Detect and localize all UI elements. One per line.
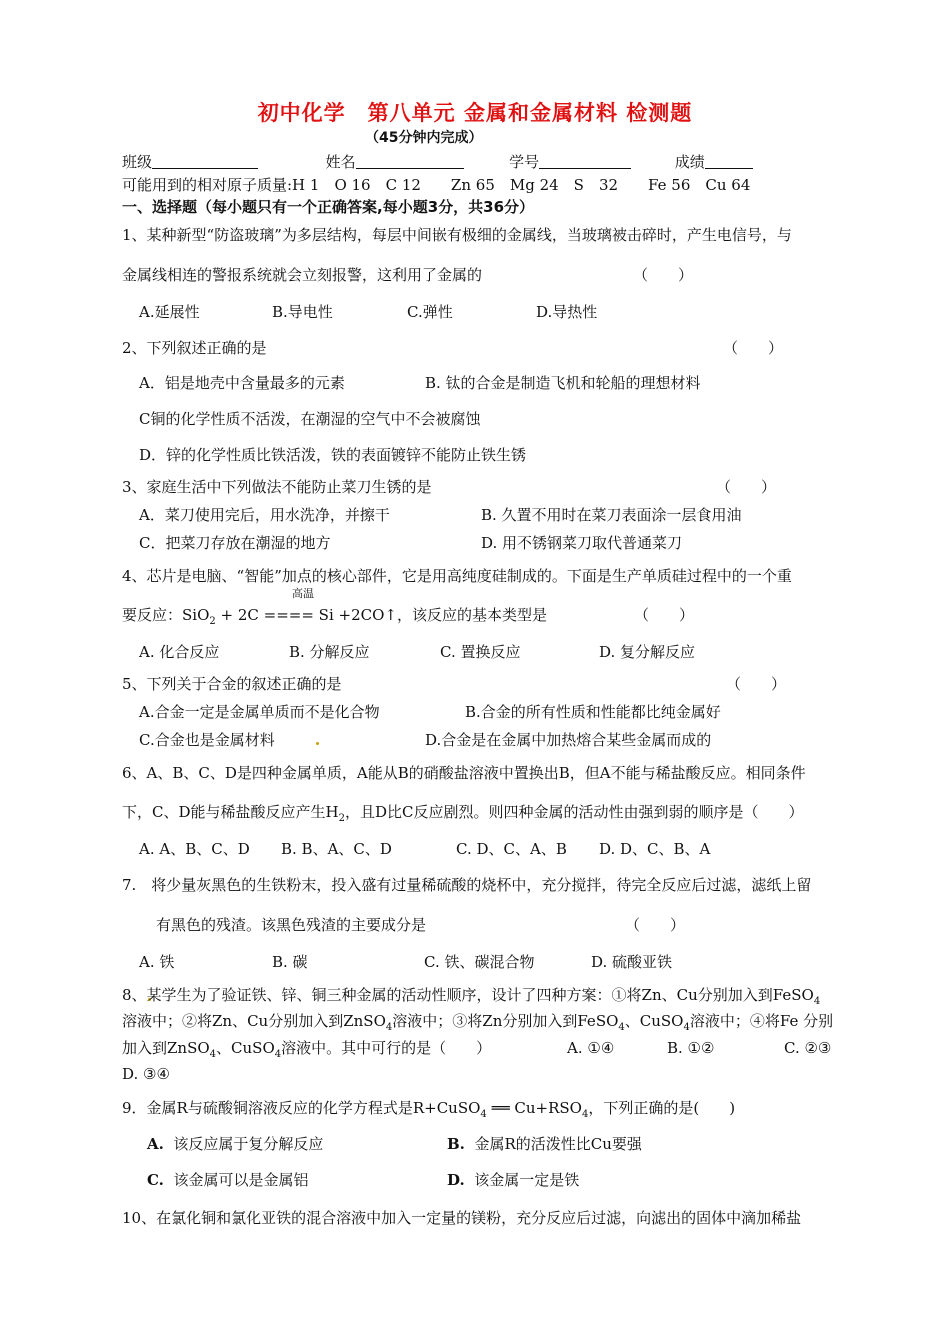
name-field[interactable] bbox=[356, 154, 464, 169]
q9-option-d[interactable]: D. 该金属一定是铁 bbox=[447, 1171, 580, 1189]
q5-stem: 5、下列关于合金的叙述正确的是 bbox=[122, 675, 342, 693]
q6-line1: 6、A、B、C、D是四种金属单质，A能从B的硝酸盐溶液中置换出B，但A不能与稀盐酸反应。相同条件 bbox=[122, 764, 806, 782]
score-label: 成绩 bbox=[674, 153, 705, 171]
q3-option-c[interactable]: C．把菜刀存放在潮湿的地方 bbox=[139, 534, 331, 552]
q8-option-b[interactable]: B. ①② bbox=[667, 1039, 715, 1057]
page-title: 初中化学 第八单元 金属和金属材料 检测题 bbox=[257, 101, 693, 125]
q6-option-b[interactable]: B. B、A、C、D bbox=[281, 840, 392, 858]
score-field[interactable] bbox=[705, 154, 753, 169]
q4-answer-paren[interactable]: （ ） bbox=[634, 606, 695, 624]
id-field[interactable] bbox=[539, 154, 631, 169]
q4-option-d[interactable]: D. 复分解反应 bbox=[599, 643, 696, 661]
q3-stem: 3、家庭生活中下列做法不能防止菜刀生锈的是 bbox=[122, 478, 432, 496]
q1-line2: 金属线相连的警报系统就会立刻报警，这利用了金属的 bbox=[122, 266, 483, 284]
q1-option-a[interactable]: A.延展性 bbox=[139, 303, 200, 321]
q2-stem: 2、下列叙述正确的是 bbox=[122, 339, 267, 357]
q6-option-d[interactable]: D. D、C、B、A bbox=[599, 840, 711, 858]
q5-option-d[interactable]: D.合金是在金属中加热熔合某些金属而成的 bbox=[425, 731, 712, 749]
q5-option-a[interactable]: A.合金一定是金属单质而不是化合物 bbox=[139, 703, 380, 721]
q6-option-a[interactable]: A. A、B、C、D bbox=[139, 840, 250, 858]
q1-line1: 1、某种新型“防盗玻璃”为多层结构，每层中间嵌有极细的金属线，当玻璃被击碎时，产生电信号，与 bbox=[122, 226, 792, 244]
q7-option-b[interactable]: B. 碳 bbox=[272, 953, 308, 971]
q4-option-b[interactable]: B. 分解反应 bbox=[289, 643, 370, 661]
student-info-row bbox=[122, 152, 753, 172]
page-subtitle: （45分钟内完成） bbox=[365, 130, 483, 146]
q1-option-c[interactable]: C.弹性 bbox=[407, 303, 453, 321]
q3-answer-paren[interactable]: （ ） bbox=[716, 478, 777, 496]
q4-option-c[interactable]: C. 置换反应 bbox=[440, 643, 521, 661]
q10-line1: 10、在氯化铜和氯化亚铁的混合溶液中加入一定量的镁粉，充分反应后过滤，向滤出的固体中滴加稀盐 bbox=[122, 1209, 802, 1227]
q6-line2: 下，C、D能与稀盐酸反应产生$H_2$，且D比C反应剧烈。则四种金属的活动性由强到弱的顺序是（ ） bbox=[122, 803, 804, 824]
q5-option-b[interactable]: B.合金的所有性质和性能都比纯金属好 bbox=[465, 703, 721, 721]
q9-option-b[interactable]: B. 金属R的活泼性比Cu要强 bbox=[447, 1135, 642, 1153]
q7-line1: 7. 将少量灰黑色的生铁粉末，投入盛有过量稀硫酸的烧杯中，充分搅拌，待完全反应后过滤，滤纸上留 bbox=[122, 876, 812, 894]
q8-line3: 加入到ZnSO$_4$、CuSO$_4$溶液中。其中可行的是（ ） bbox=[122, 1039, 492, 1060]
class-label: 班级 bbox=[122, 153, 153, 171]
q8-option-a[interactable]: A. ①④ bbox=[567, 1039, 615, 1057]
q7-option-d[interactable]: D. 硫酸亚铁 bbox=[591, 953, 673, 971]
q2-option-d[interactable]: D．锌的化学性质比铁活泼，铁的表面镀锌不能防止铁生锈 bbox=[139, 446, 527, 464]
q7-line2: 有黑色的残渣。该黑色残渣的主要成分是 bbox=[156, 916, 427, 934]
atomic-mass-line: 可能用到的相对原子质量:H 1 O 16 C 12 Zn 65 Mg 24 S 32 Fe 56 Cu 64 bbox=[122, 176, 751, 194]
q1-answer-paren[interactable]: （ ） bbox=[633, 266, 694, 284]
stray-mark bbox=[316, 742, 319, 745]
q5-answer-paren[interactable]: （ ） bbox=[726, 675, 787, 693]
q8-line2: 溶液中；②将Zn、Cu分别加入到ZnSO$_4$溶液中；③将Zn分别加入到FeSO$_4$、CuSO$_4$溶液中；④将Fe 分别 bbox=[122, 1012, 834, 1033]
section-heading: 一、选择题（每小题只有一个正确答案,每小题3分，共36分） bbox=[122, 198, 535, 216]
q2-option-b[interactable]: B. 钛的合金是制造飞机和轮船的理想材料 bbox=[425, 374, 701, 392]
q7-answer-paren[interactable]: （ ） bbox=[625, 916, 686, 934]
q9-option-a[interactable]: A. 该反应属于复分解反应 bbox=[147, 1135, 324, 1153]
q3-option-a[interactable]: A．菜刀使用完后，用水洗净，并擦干 bbox=[139, 506, 390, 524]
name-label: 姓名 bbox=[325, 153, 356, 171]
q2-answer-paren[interactable]: （ ） bbox=[723, 339, 784, 357]
id-label: 学号 bbox=[509, 153, 540, 171]
q8-option-c[interactable]: C. ②③ bbox=[784, 1039, 832, 1057]
q2-option-a[interactable]: A．铝是地壳中含量最多的元素 bbox=[139, 374, 345, 392]
q8-option-d[interactable]: D. ③④ bbox=[122, 1065, 170, 1083]
q2-option-c[interactable]: C铜的化学性质不活泼，在潮湿的空气中不会被腐蚀 bbox=[139, 410, 481, 428]
q6-option-c[interactable]: C. D、C、A、B bbox=[456, 840, 567, 858]
q1-option-d[interactable]: D.导热性 bbox=[536, 303, 598, 321]
q7-option-c[interactable]: C. 铁、碳混合物 bbox=[424, 953, 535, 971]
q3-option-b[interactable]: B. 久置不用时在菜刀表面涂一层食用油 bbox=[481, 506, 742, 524]
q9-stem: 9．金属R与硫酸铜溶液反应的化学方程式是R+CuSO$_4$ ══ $Cu+RSO_4$，下列正确的是( ) bbox=[122, 1099, 736, 1120]
class-field[interactable] bbox=[152, 154, 258, 169]
q8-line1: 8、某学生为了验证铁、锌、铜三种金属的活动性顺序，设计了四种方案：①将Zn、Cu分别加入到FeSO$_4$ bbox=[122, 986, 821, 1007]
q1-option-b[interactable]: B.导电性 bbox=[272, 303, 333, 321]
q7-option-a[interactable]: A. 铁 bbox=[139, 953, 175, 971]
q9-option-c[interactable]: C. 该金属可以是金属铝 bbox=[147, 1171, 309, 1189]
q4-line2: 要反应：SiO$_2$ + 2C ==== Si +2CO↑，该反应的基本类型是 bbox=[122, 606, 547, 627]
q4-line1: 4、芯片是电脑、“智能”加点的核心部件，它是用高纯度硅制成的。下面是生产单质硅过程中的一个重 bbox=[122, 567, 792, 585]
q4-reaction-condition: 高温 bbox=[292, 587, 314, 600]
q3-option-d[interactable]: D. 用不锈钢菜刀取代普通菜刀 bbox=[481, 534, 683, 552]
q5-option-c[interactable]: C.合金也是金属材料 bbox=[139, 731, 275, 749]
q4-option-a[interactable]: A. 化合反应 bbox=[139, 643, 220, 661]
